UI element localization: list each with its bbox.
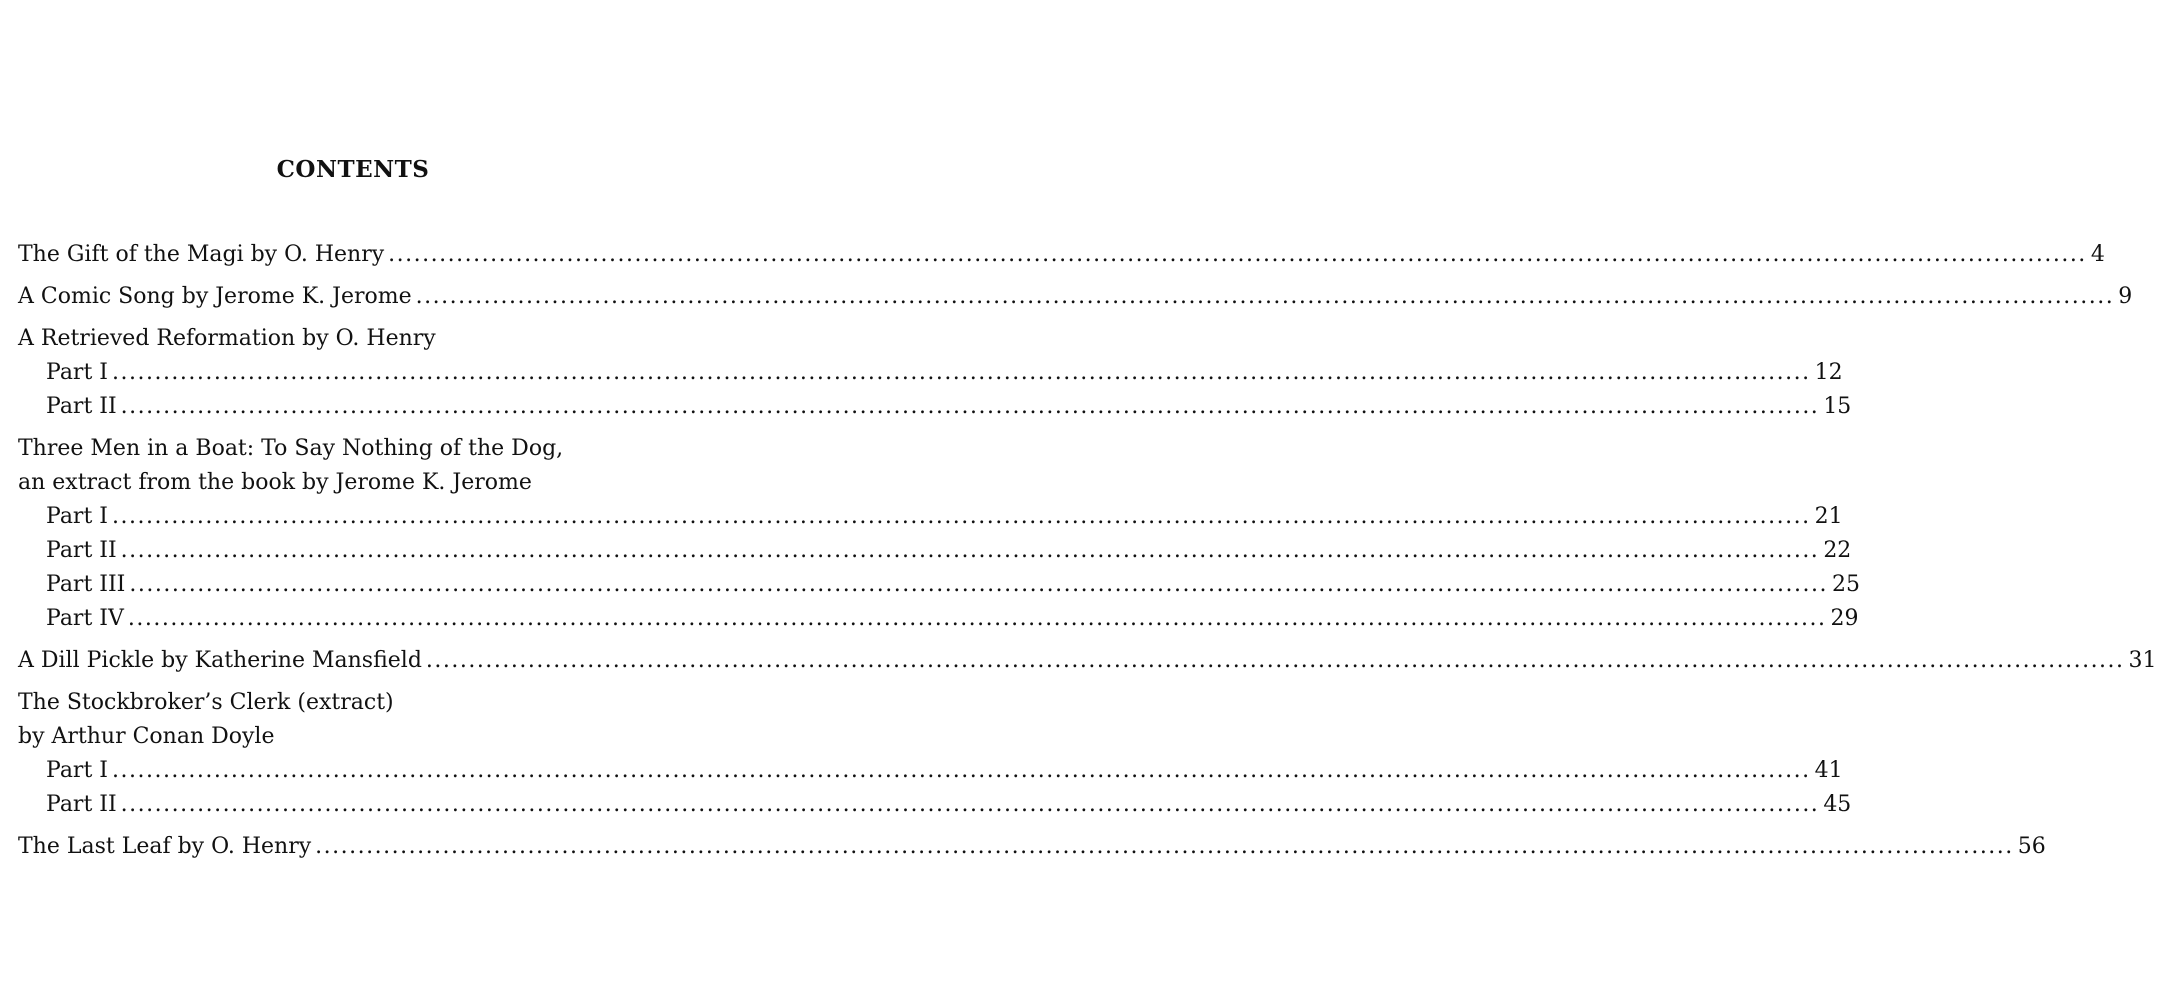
toc-part-label: Part II [46, 792, 117, 817]
toc-line[interactable] [18, 280, 2133, 314]
toc-part-label: Part IV [46, 606, 124, 631]
toc-page-number: 41 [1814, 758, 1843, 783]
toc-entry-title: Three Men in a Boat: To Say Nothing of the Dog, [18, 436, 564, 461]
toc-entry-subtitle: an extract from the book by Jerome K. Jerome [18, 470, 532, 495]
toc-page-number: 29 [1830, 606, 1859, 631]
toc-page-number: 25 [1832, 572, 1860, 597]
toc-heading-line [18, 322, 686, 356]
toc-entry [18, 644, 2157, 678]
toc-entry-title: The Last Leaf by O. Henry [18, 834, 312, 859]
toc-line[interactable] [18, 644, 2157, 678]
dot-leader: ........................................................................................................................................................................................................ [120, 792, 1820, 817]
dot-leader: ........................................................................................................................................................................................................ [111, 504, 1811, 529]
toc-part-label: Part III [46, 572, 126, 597]
toc-page-number: 22 [1823, 538, 1852, 563]
toc-entry [18, 322, 1852, 424]
toc-heading-line [18, 720, 686, 754]
toc-page-number: 56 [2017, 834, 2046, 859]
dot-leader: ........................................................................................................................................................................................................ [127, 606, 1827, 631]
toc-line[interactable] [18, 238, 2105, 272]
toc-page-number: 15 [1823, 394, 1852, 419]
table-of-contents [18, 238, 2157, 872]
dot-leader: ........................................................................................................................................................................................................ [111, 360, 1811, 385]
toc-page-number: 12 [1814, 360, 1843, 385]
toc-part-line[interactable] [18, 500, 1843, 534]
toc-entry [18, 280, 2133, 314]
dot-leader: ........................................................................................................................................................................................................ [129, 572, 1828, 597]
toc-entry-title: The Gift of the Magi by O. Henry [18, 242, 385, 267]
toc-part-label: Part I [46, 360, 108, 385]
page-title: CONTENTS [276, 156, 430, 183]
toc-part-line[interactable] [18, 754, 1843, 788]
toc-entry [18, 830, 2046, 864]
dot-leader: ........................................................................................................................................................................................................ [415, 284, 2115, 309]
toc-part-line[interactable] [18, 534, 1852, 568]
toc-part-label: Part II [46, 394, 117, 419]
dot-leader: ........................................................................................................................................................................................................ [315, 834, 2014, 859]
toc-part-label: Part II [46, 538, 117, 563]
toc-page-number: 31 [2128, 648, 2157, 673]
toc-part-line[interactable] [18, 356, 1843, 390]
toc-page-number: 45 [1823, 792, 1852, 817]
toc-entry [18, 432, 1860, 636]
toc-entry-title: A Retrieved Reformation by O. Henry [18, 326, 436, 351]
toc-page-number: 21 [1814, 504, 1843, 529]
toc-heading-line [18, 432, 686, 466]
dot-leader: ........................................................................................................................................................................................................ [120, 394, 1820, 419]
toc-part-line[interactable] [18, 568, 1860, 602]
toc-entry-subtitle: by Arthur Conan Doyle [18, 724, 275, 749]
toc-entry [18, 686, 1852, 822]
dot-leader: ........................................................................................................................................................................................................ [120, 538, 1820, 563]
toc-part-label: Part I [46, 758, 108, 783]
toc-line[interactable] [18, 830, 2046, 864]
toc-entry-title: A Dill Pickle by Katherine Mansfield [18, 648, 422, 673]
toc-part-label: Part I [46, 504, 108, 529]
dot-leader: ........................................................................................................................................................................................................ [111, 758, 1811, 783]
toc-page-number: 9 [2118, 284, 2133, 309]
toc-heading-line [18, 466, 686, 500]
toc-heading-line [18, 686, 686, 720]
toc-part-line[interactable] [18, 788, 1852, 822]
toc-entry [18, 238, 2105, 272]
toc-entry-title: A Comic Song by Jerome K. Jerome [18, 284, 412, 309]
dot-leader: ........................................................................................................................................................................................................ [388, 242, 2087, 267]
dot-leader: ........................................................................................................................................................................................................ [425, 648, 2125, 673]
toc-page-number: 4 [2090, 242, 2105, 267]
toc-entry-title: The Stockbroker’s Clerk (extract) [18, 690, 394, 715]
toc-part-line[interactable] [18, 602, 1859, 636]
toc-part-line[interactable] [18, 390, 1852, 424]
